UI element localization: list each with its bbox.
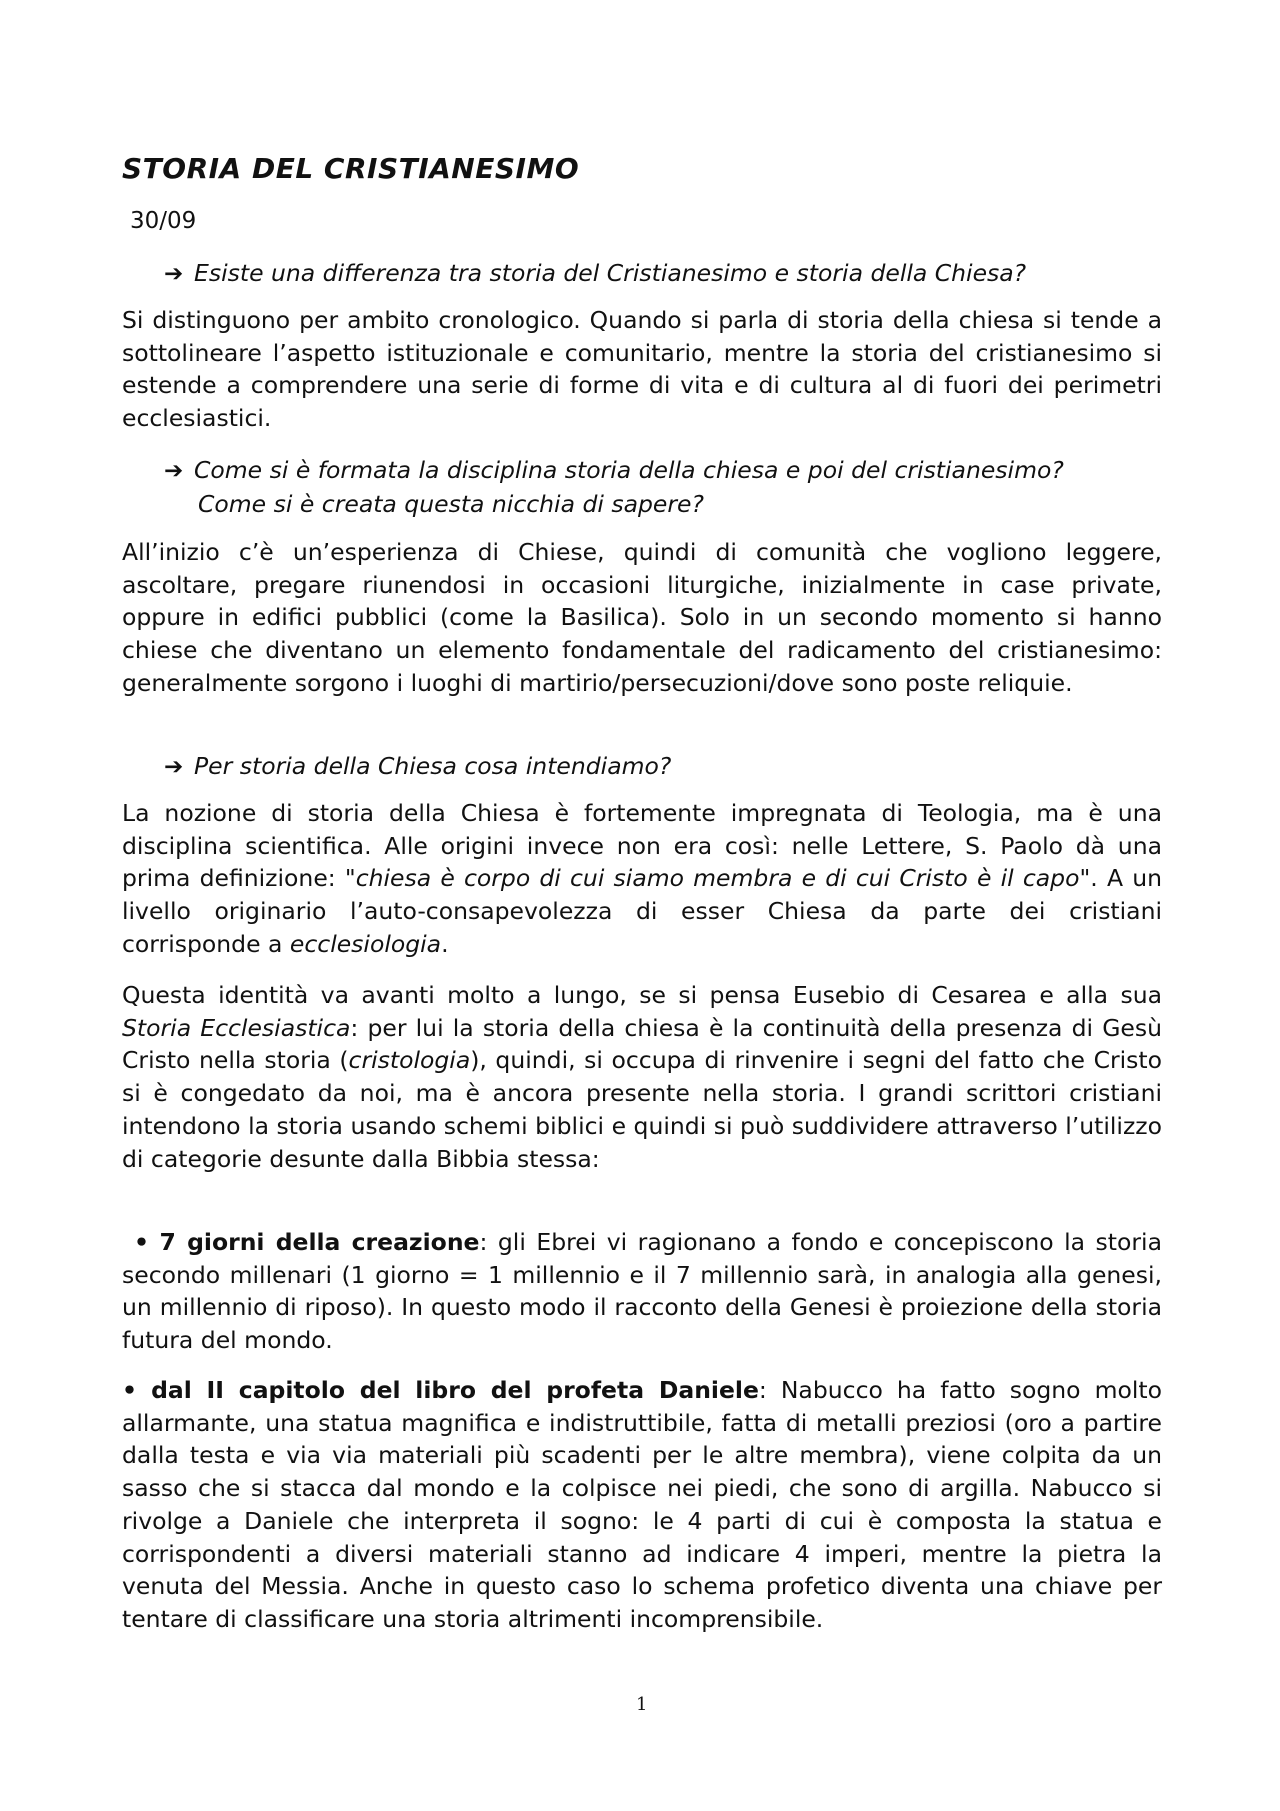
bullet-creation-heading: 7 giorni della creazione [159,1228,480,1256]
ecclesiology-term: ecclesiologia [289,929,442,958]
question-2-line-2: Come si è creata questa nicchia di sapere? [198,490,704,518]
paragraph-3-part-c: . [441,929,449,958]
bullet-daniel [122,1374,1162,1636]
question-3 [164,750,1164,784]
bullet-creation [122,1226,1162,1357]
question-3-text: Per storia della Chiesa cosa intendiamo? [194,752,672,780]
arrow-right-icon: ➔ [164,754,184,780]
book-title: Storia Ecclesiastica [122,1013,351,1042]
paragraph-4-part-c: ), quindi, si occupa di rinvenire i segni del fatto che Cristo si è congedato da noi, ma è ancora presente nella storia. I grandi scrittori cristiani intendono la storia usando schemi biblici e quindi si può suddividere attraverso l’utilizzo di categorie desunte dalla Bibbia stessa: [122,1046,1162,1173]
bullet-daniel-text: : Nabucco ha fatto sogno molto allarmante, una statua magnifica e indistruttibile, fatta di metalli preziosi (oro a partire dalla testa e via via materiali più scadenti per le altre membra), viene colpita da un sasso che si stacca dal mondo e la colpisce nei piedi, che sono di argilla. Nabucco si rivolge a Daniele che interpreta il sogno: le 4 parti di cui è composta la statua e corrispondenti a diversi materiali stanno ad indicare 4 imperi, mentre la pietra la venuta del Messia. Anche in questo caso lo schema profetico diventa una chiave per tentare di classificare una storia altrimenti incomprensibile. [122,1376,1162,1633]
bullet-icon: • [134,1228,150,1256]
document-title: STORIA DEL CRISTIANESIMO [122,152,580,185]
question-2 [164,454,1164,521]
paul-quote: chiesa è corpo di cui siamo membra e di cui Cristo è il capo [355,864,1080,893]
paragraph-3-part-a: La nozione di storia della Chiesa è fortemente impregnata di Teologia, ma è una disciplina scientifica. Alle origini invece non era così: nelle Lettere, S. Paolo dà una prima definizione: " [122,799,1162,893]
paragraph-4-part-a: Questa identità va avanti molto a lungo, se si pensa Eusebio di Cesarea e alla sua [122,981,1162,1009]
paragraph-2: All’inizio c’è un’esperienza di Chiese, quindi di comunità che vogliono leggere, ascoltare, pregare riunendosi in occasioni liturgiche, inizialmente in case private, oppure in edifici pubblici (come la Basilica). Solo in un secondo momento si hanno chiese che diventano un elemento fondamentale del radicamento del cristianesimo: generalmente sorgono i luoghi di martirio/persecuzioni/dove sono poste reliquie. [122,538,1162,697]
question-1-text: Esiste una differenza tra storia del Cristianesimo e storia della Chiesa? [194,259,1027,287]
question-2-line-1: Come si è formata la disciplina storia della chiesa e poi del cristianesimo? [194,456,1064,484]
arrow-right-icon: ➔ [164,458,184,484]
question-1 [164,257,1164,291]
paragraph-3 [122,797,1162,961]
paragraph-4 [122,979,1162,1175]
paragraph-4-part-b: : per lui la storia della chiesa è la continuità della presenza di Gesù Cristo nella storia ( [122,1013,1162,1075]
christology-term: cristologia [348,1046,471,1075]
page-number: 1 [636,1694,648,1715]
lecture-date: 30/09 [130,208,197,234]
bullet-creation-text: : gli Ebrei vi ragionano a fondo e concepiscono la storia secondo millenari (1 giorno = 1 millennio e il 7 millennio sarà, in analogia alla genesi, un millennio di riposo). In questo modo il racconto della Genesi è proiezione della storia futura del mondo. [122,1228,1162,1355]
arrow-right-icon: ➔ [164,261,184,287]
bullet-icon: • [122,1376,138,1404]
paragraph-1: Si distinguono per ambito cronologico. Quando si parla di storia della chiesa si tende a sottolineare l’aspetto istituzionale e comunitario, mentre la storia del cristianesimo si estende a comprendere una serie di forme di vita e di cultura al di fuori dei perimetri ecclesiastici. [122,306,1162,433]
bullet-daniel-heading: dal II capitolo del libro del profeta Daniele [151,1376,759,1404]
paragraph-3-part-b: ". A un livello originario l’auto-consapevolezza di esser Chiesa da parte dei cristiani corrisponde a [122,864,1162,958]
